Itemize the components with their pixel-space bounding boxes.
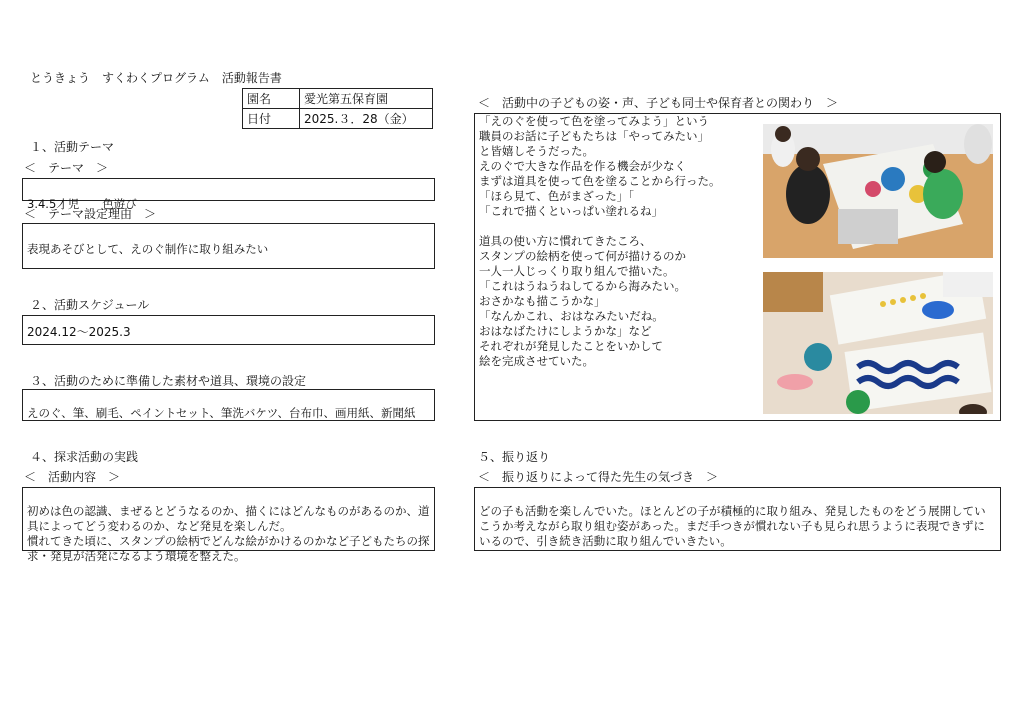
section4-heading: ４、探求活動の実践 (30, 450, 139, 464)
reason-box (22, 223, 435, 269)
stamp-painting-photo (763, 272, 993, 414)
schedule-box (22, 315, 435, 345)
content-label: ＜ 活動内容 ＞ (24, 470, 121, 484)
section5-heading: ５、振り返り (478, 450, 551, 464)
section3-heading: ３、活動のために準備した素材や道具、環境の設定 (30, 374, 307, 388)
activity-heading: ＜ 活動中の子どもの姿・声、子ども同士や保育者との関わり ＞ (478, 96, 839, 110)
reason-label: ＜ テーマ設定理由 ＞ (24, 207, 157, 221)
materials-box (22, 389, 435, 421)
theme-label: ＜ テーマ ＞ (24, 161, 109, 175)
document-title: とうきょう すくわくプログラム 活動報告書 (30, 71, 282, 85)
name-label: 園名 (243, 89, 300, 109)
content-box (22, 487, 435, 563)
activity-body: 「えのぐを使って色を塗ってみよう」という 職員のお話に子どもたちは「やってみたい」 と皆嬉しそうだった。 えのぐで大きな作品を作る機会が少なく まずは道具を使って色を塗ることから行った。 「ほら見て、色がまざった」「 「これで描くといっぱい塗れるね」 道具の使い方に慣れてきたころ、 スタンプの絵柄を使って何が描けるのか 一人一人じっくり取り組んで描いた。 「これはうねうねしてるから海みたい。 おさかなも描こうかな」 「なんかこれ、おはなみたいだね。 おはなばたけにしようかな」など それぞれが発見したことをいかして 絵を完成させていた。 (479, 114, 721, 368)
theme-value: 3.4.5才児 色遊び (27, 197, 137, 211)
activity-box (474, 113, 1001, 421)
children-painting-photo (763, 124, 993, 258)
date-label: 日付 (243, 109, 300, 129)
activity-photo-2 (763, 272, 993, 414)
materials-value: えのぐ、筆、刷毛、ペイントセット、筆洗バケツ、台布巾、画用紙、新聞紙 (27, 406, 416, 420)
date-value: 2025.３．28（金） (300, 109, 433, 129)
section1-heading: １、活動テーマ (30, 140, 115, 154)
reflection-label: ＜ 振り返りによって得た先生の気づき ＞ (478, 470, 719, 484)
activity-photo-1 (763, 124, 993, 258)
reflection-body: どの子も活動を楽しんでいた。ほとんどの子が積極的に取り組み、発見したものをどう展開していこうか考えながら取り組む姿があった。まだ手つきが慣れない子も見られ思うように表現できずにいるので、引き続き活動に取り組んでいきたい。 (479, 504, 986, 548)
info-table (242, 88, 433, 129)
reason-value: 表現あそびとして、えのぐ制作に取り組みたい (27, 242, 269, 256)
reflection-box (474, 487, 1001, 551)
theme-box (22, 178, 435, 211)
name-value: 愛光第五保育園 (300, 89, 433, 109)
schedule-value: 2024.12～2025.3 (27, 325, 131, 339)
content-value: 初めは色の認識、まぜるとどうなるのか、描くにはどんなものがあるのか、道具によってどう変わるのか、など発見を楽しんだ。 慣れてきた頃に、スタンプの絵柄でどんな絵がかけるのかなど子どもたちの探求・発見が活発になるよう環境を整えた。 (27, 504, 430, 563)
section2-heading: ２、活動スケジュール (30, 298, 150, 312)
